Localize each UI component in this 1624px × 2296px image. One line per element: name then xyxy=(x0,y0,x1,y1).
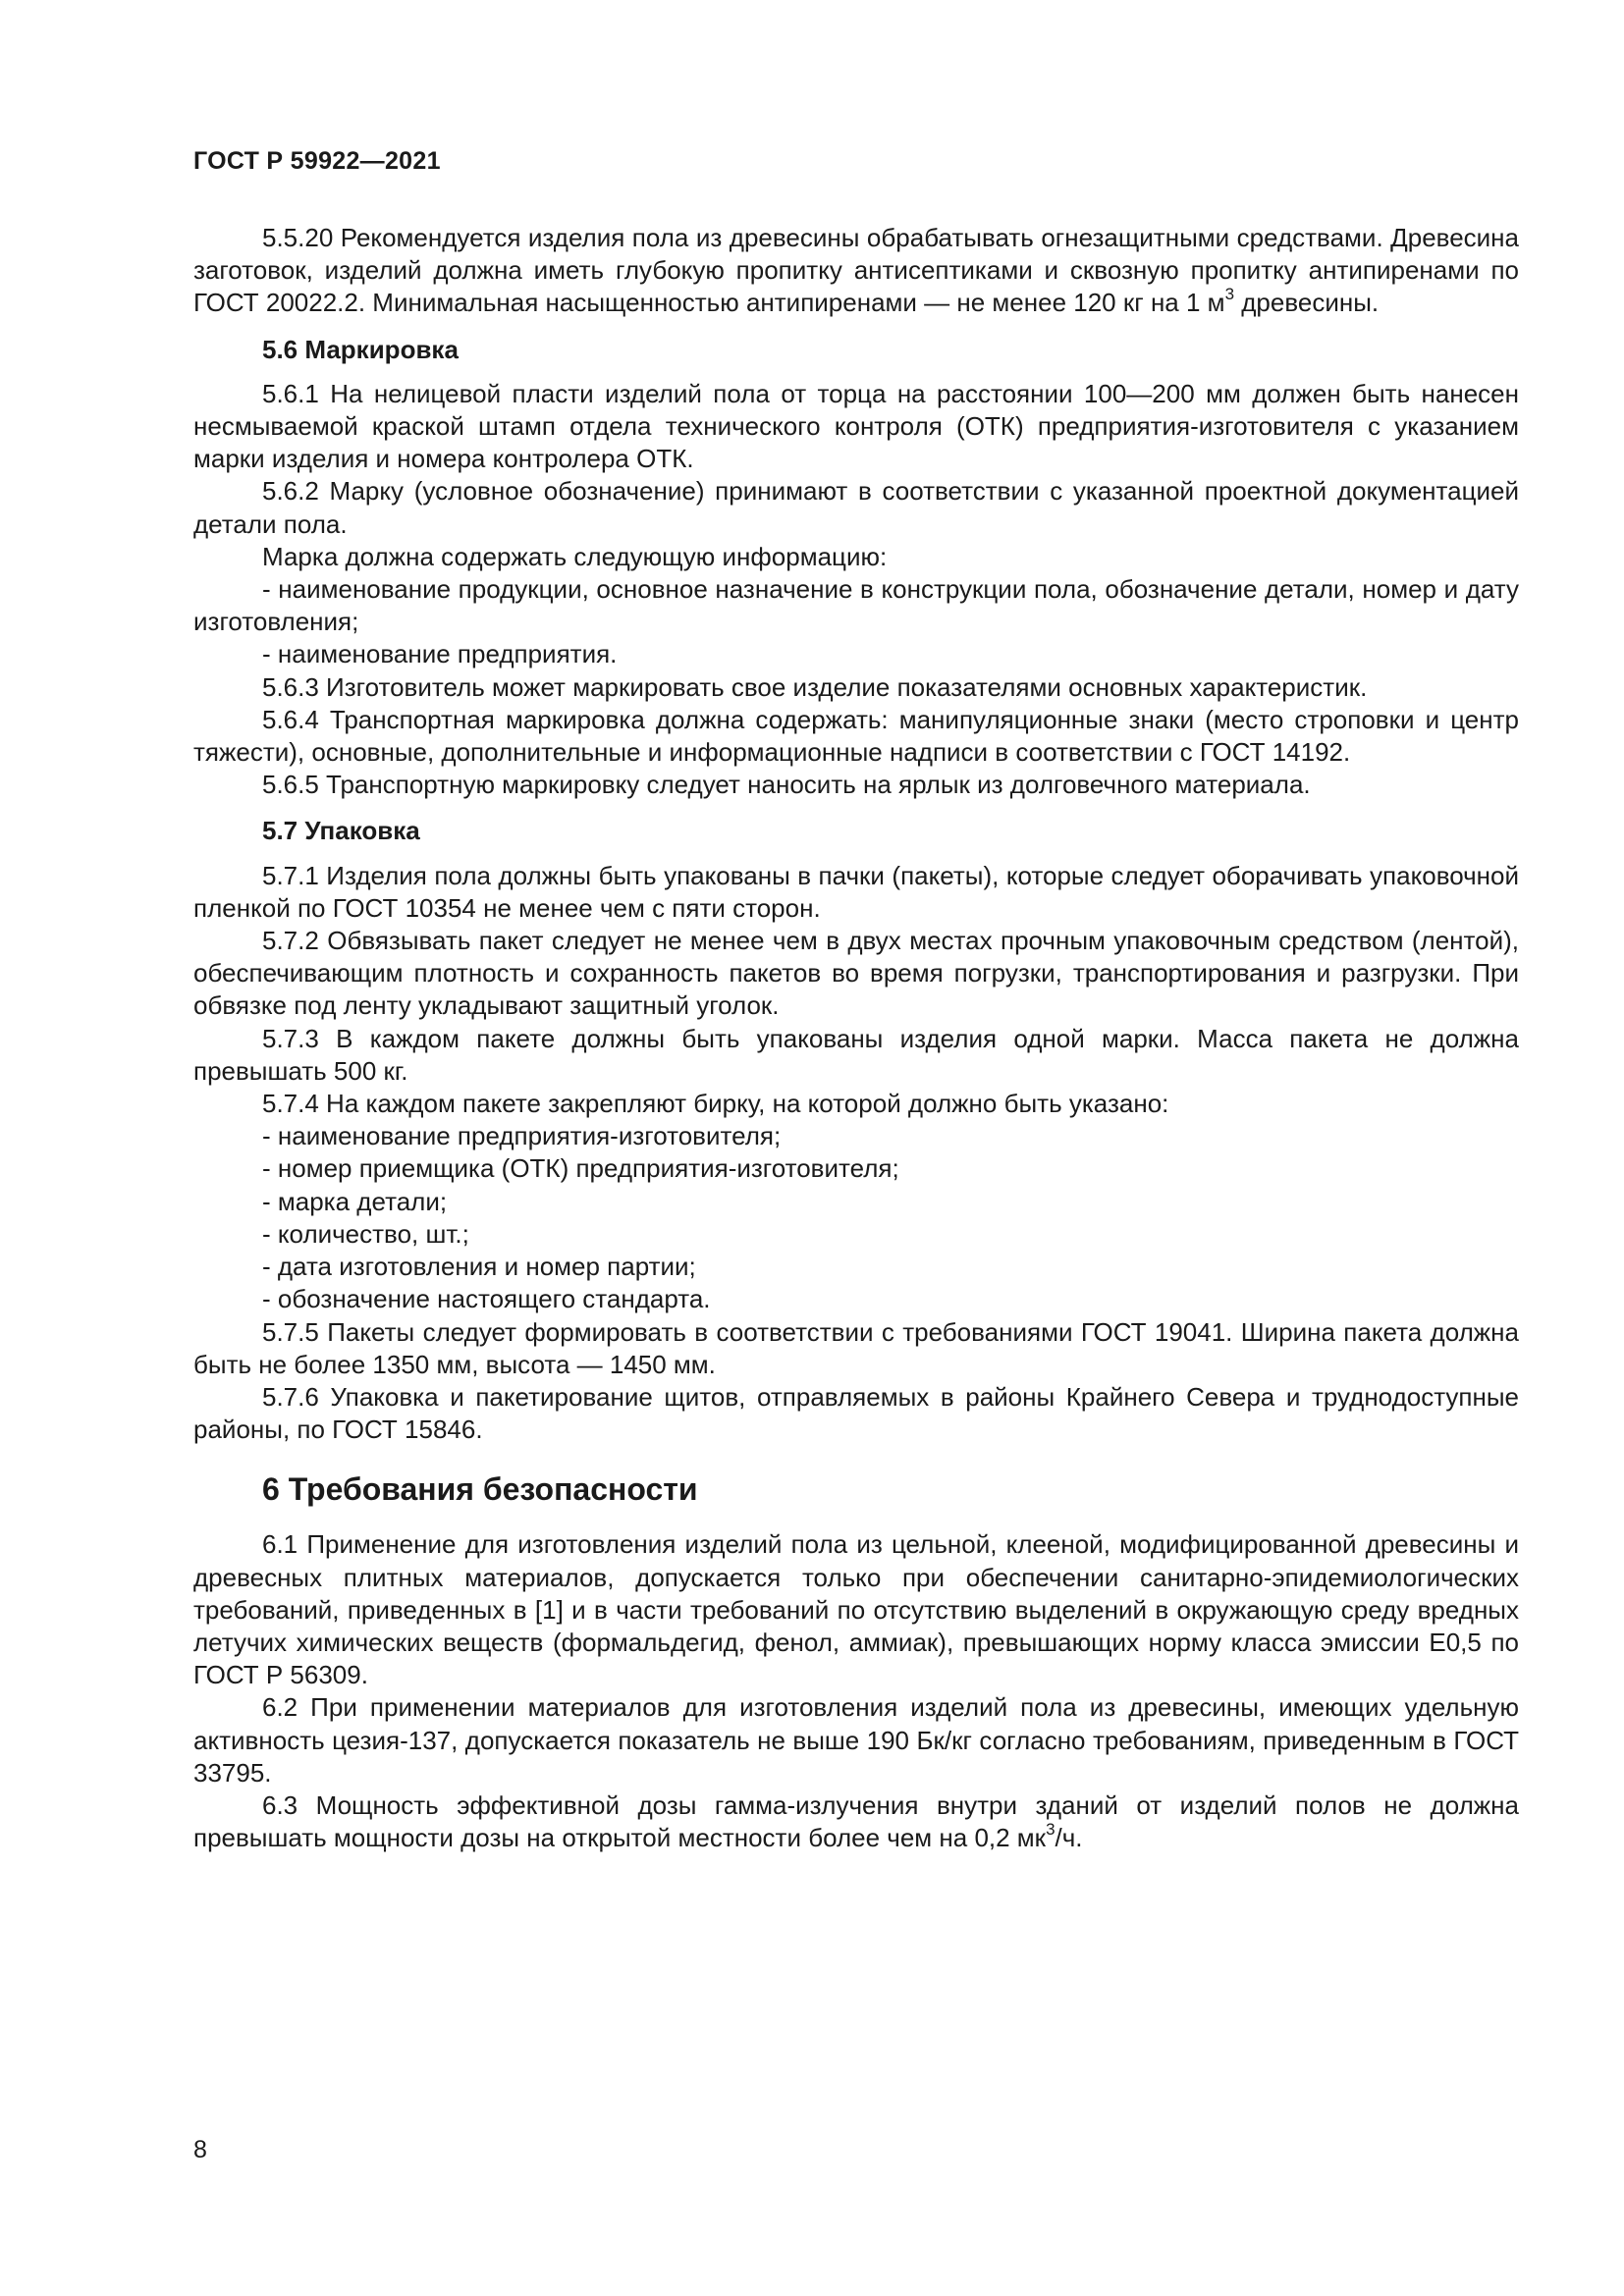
clause-5-6-3: 5.6.3 Изготовитель может маркировать свое изделие показателями основных характеристик. xyxy=(262,671,1368,702)
page-number: 8 xyxy=(193,2136,207,2163)
clause-6-3-text: 6.3 Мощность эффективной дозы гамма-излучения внутри зданий от изделий полов не должна превышать мощности дозы на открытой местности более чем на 0,2 мк xyxy=(193,1789,1519,1853)
list-item: - марка детали; xyxy=(262,1186,448,1216)
clause-5-5-20-tail: древесины. xyxy=(1234,288,1380,318)
clause-5-7-3: 5.7.3 В каждом пакете должны быть упакованы изделия одной марки. Масса пакета не должна превышать 500 кг. xyxy=(193,1023,1519,1086)
clause-5-7-6: 5.7.6 Упаковка и пакетирование щитов, отправляемых в районы Крайнего Севера и труднодоступные районы, по ГОСТ 15846. xyxy=(193,1381,1519,1445)
section-5-7-heading: 5.7 Упаковка xyxy=(262,816,420,846)
section-5-6-heading: 5.6 Маркировка xyxy=(262,334,459,364)
clause-6-2: 6.2 При применении материалов для изготовления изделий пола из древесины, имеющих удельную активность цезия-137, допускается показатель не выше 190 Бк/кг согласно требованиям, приведенным в ГОСТ 33795. xyxy=(193,1692,1519,1788)
clause-6-3 xyxy=(193,1789,1519,1854)
list-item: - наименование предприятия-изготовителя; xyxy=(262,1121,782,1151)
list-item: - дата изготовления и номер партии; xyxy=(262,1252,696,1282)
list-item: - наименование продукции, основное назначение в конструкции пола, обозначение детали, номер и дату изготовления; xyxy=(193,574,1519,637)
list-item: - номер приемщика (ОТК) предприятия-изготовителя; xyxy=(262,1153,899,1184)
list-item: - обозначение настоящего стандарта. xyxy=(262,1284,711,1314)
clause-5-6-4: 5.6.4 Транспортная маркировка должна содержать: манипуляционные знаки (место строповки и центр тяжести), основные, дополнительные и информационные надписи в соответствии с ГОСТ 14192. xyxy=(193,704,1519,768)
clause-5-7-5: 5.7.5 Пакеты следует формировать в соответствии с требованиями ГОСТ 19041. Ширина пакета должна быть не более 1350 мм, высота — 1450 мм. xyxy=(193,1316,1519,1379)
clause-5-6-2: 5.6.2 Марку (условное обозначение) принимают в соответствии с указанной проектной документацией детали пола. xyxy=(193,476,1519,539)
clause-5-7-4: 5.7.4 На каждом пакете закрепляют бирку, на которой должно быть указано: xyxy=(262,1089,1169,1119)
clause-5-7-1: 5.7.1 Изделия пола должны быть упакованы в пачки (пакеты), которые следует оборачивать упаковочной пленкой по ГОСТ 10354 не менее чем с пяти сторон. xyxy=(193,860,1519,923)
clause-6-1: 6.1 Применение для изготовления изделий пола из цельной, клееной, модифицированной древесины и древесных плитных материалов, допускается только при обеспечении санитарно-эпидемиологических требований, приведенных в [1] и в части требований по отсутствию выделений в окружающую среду вредных летучих химических веществ (формальдегид, фенол, аммиак), превышающих норму класса эмиссии Е0,5 по ГОСТ Р 56309. xyxy=(193,1529,1519,1690)
superscript-cubic: 3 xyxy=(1046,1820,1056,1840)
section-6-heading: 6 Требования безопасности xyxy=(262,1471,698,1508)
clause-5-6-1: 5.6.1 На нелицевой пласти изделий пола от торца на расстоянии 100—200 мм должен быть нанесен несмываемой краской штамп отдела технического контроля (ОТК) предприятия-изготовителя с указанием марки изделия и номера контролера ОТК. xyxy=(193,378,1519,474)
clause-5-5-20 xyxy=(193,222,1519,320)
list-item: - наименование предприятия. xyxy=(262,639,618,669)
clause-5-6-5: 5.6.5 Транспортную маркировку следует наносить на ярлык из долговечного материала. xyxy=(262,770,1311,800)
page-body xyxy=(193,222,1519,1854)
tag-contents-list xyxy=(193,1120,1519,1315)
clause-5-5-20-text: 5.5.20 Рекомендуется изделия пола из древесины обрабатывать огнезащитными средствами. Древесина заготовок, изделий должна иметь глубокую пропитку антисептиками и сквозную пропитку антипиренами по ГОСТ 20022.2. Минимальная насыщенностью антипиренами — не менее 120 кг на 1 м xyxy=(193,223,1519,318)
document-code-header: ГОСТ Р 59922—2021 xyxy=(193,147,441,175)
clause-6-3-tail: /ч. xyxy=(1055,1823,1083,1853)
clause-5-6-2-intro: Марка должна содержать следующую информацию: xyxy=(262,541,888,571)
superscript-cubic: 3 xyxy=(1224,285,1235,304)
list-item: - количество, шт.; xyxy=(262,1218,469,1249)
clause-5-7-2: 5.7.2 Обвязывать пакет следует не менее чем в двух местах прочным упаковочным средством (лентой), обеспечивающим плотность и сохранность пакетов во время погрузки, транспортирования и разгрузки. При обвязке под ленту укладывают защитный уголок. xyxy=(193,926,1519,1021)
